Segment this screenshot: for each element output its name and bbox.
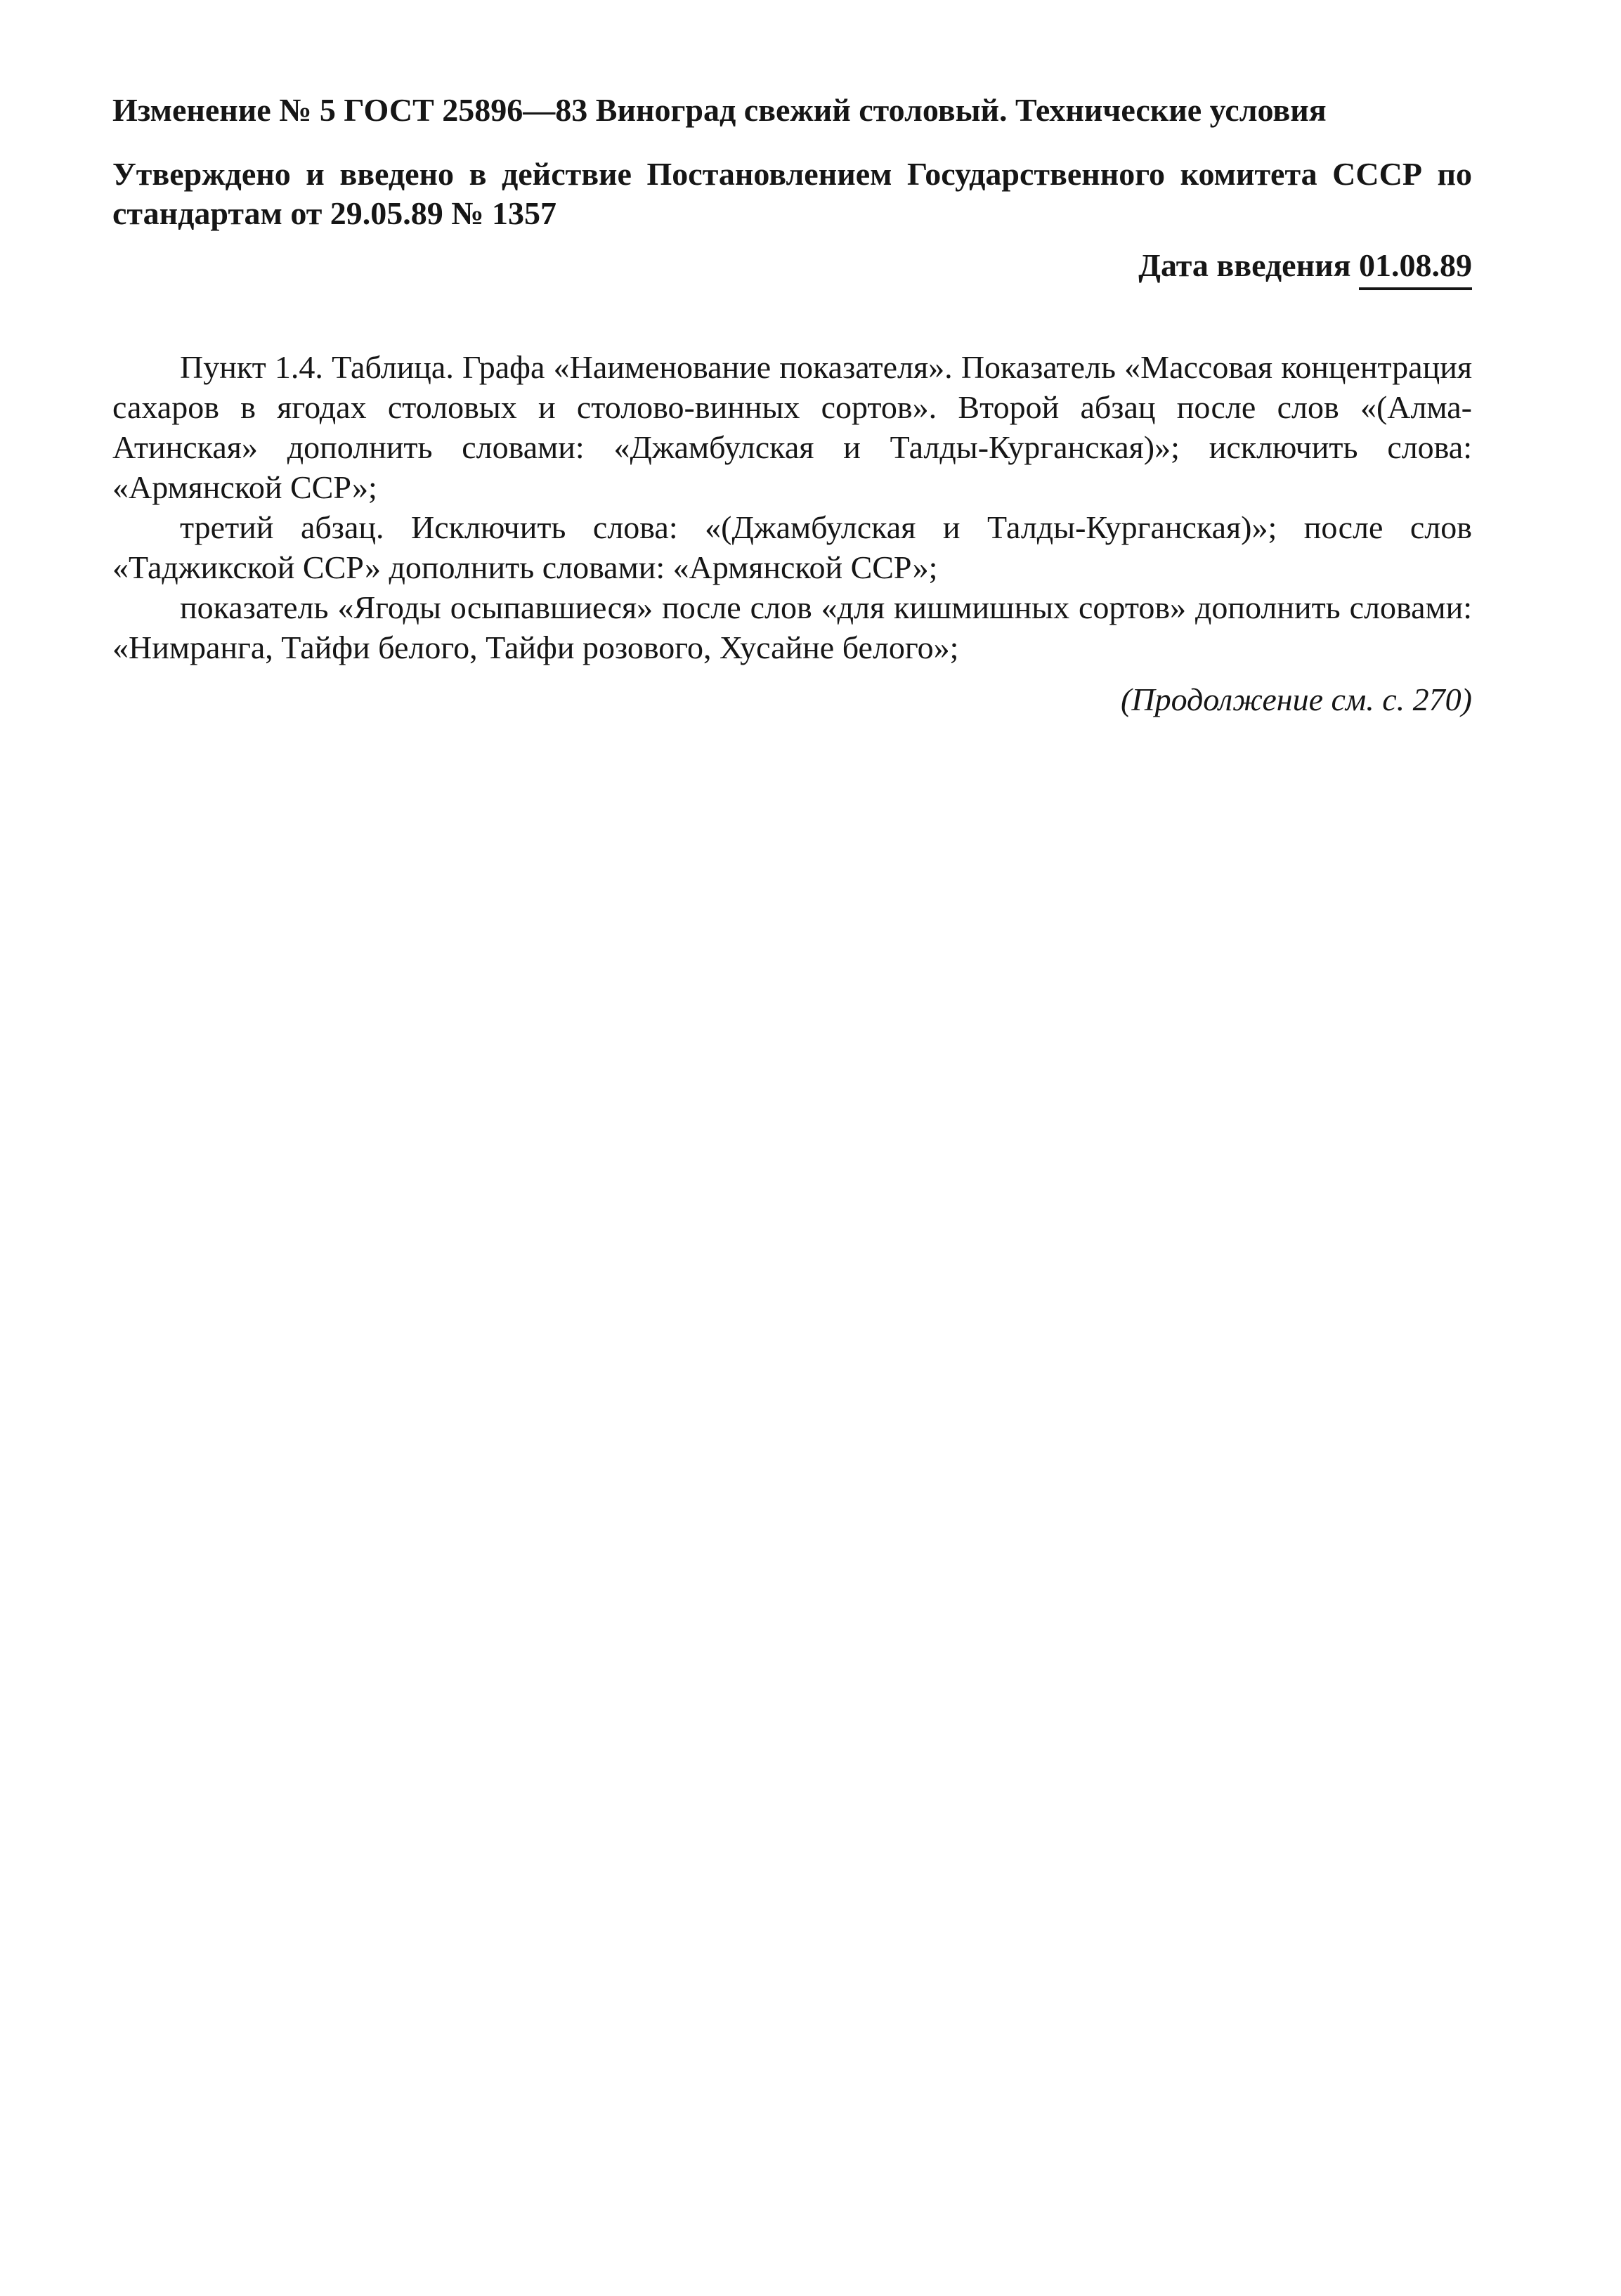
effective-date-value: 01.08.89 — [1359, 247, 1472, 290]
continuation-note: (Продолжение см. с. 270) — [1121, 681, 1472, 717]
document-title: Изменение № 5 ГОСТ 25896—83 Виноград свежий столовый. Технические условия — [112, 92, 1327, 128]
paragraph: третий абзац. Исключить слова: «(Джамбулская и Талды-Курганская)»; после слов «Таджикской ССР» дополнить словами: «Армянской ССР»; — [112, 509, 1472, 585]
paragraph: показатель «Ягоды осыпавшиеся» после слов «для кишмишных сортов» дополнить словами: «Нимранга, Тайфи белого, Тайфи розового, Хусайне белого»; — [112, 589, 1472, 665]
paragraph: Пункт 1.4. Таблица. Графа «Наименование показателя». Показатель «Массовая концентрация сахаров в ягодах столовых и столово-винных сортов». Второй абзац после слов «(Алма-Атинская» дополнить словами: «Джамбулская и Талды-Курганская)»; исключить слова: «Армянской ССР»; — [112, 349, 1472, 505]
effective-date-line — [112, 246, 1472, 285]
document-page — [112, 91, 1472, 719]
document-body — [112, 347, 1472, 667]
effective-date-label: Дата введения — [1138, 247, 1351, 283]
approval-statement: Утверждено и введено в действие Постановлением Государственного комитета СССР по стандартам от 29.05.89 № 1357 — [112, 156, 1472, 231]
